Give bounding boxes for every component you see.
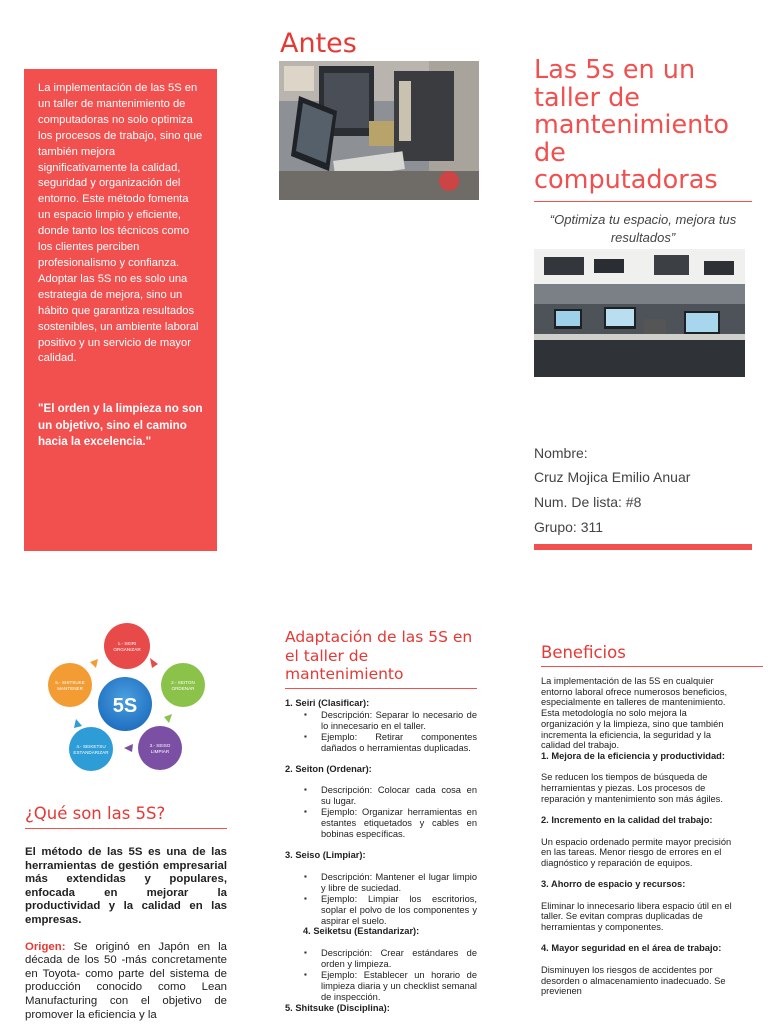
node-label-seiri-1: 1.- SEIRI [117,641,137,646]
node-label-seiton-1: 2.- SEITON [171,680,195,685]
arrow-icon [74,719,82,728]
node-label-seiketsu-1: 4.- SEIKETSU [76,744,106,749]
origen-label: Origen: [25,940,66,953]
antes-photo [279,61,479,200]
beneficio-3-text: Eliminar lo innecesario libera espacio útil en el taller. Se evitan compras duplicadas de herramientas y componentes. [541,900,732,933]
seiso-ejemplo: ▪ Ejemplo: Limpiar los escritorios, soplar el polvo de los componentes y aspirar el suelo. [285,894,477,927]
nombre-value: Cruz Mojica Emilio Anuar [534,469,691,485]
arrow-icon [150,658,158,668]
seiso-descripcion: ▪ Descripción: Mantener el lugar limpio y libre de suciedad. [285,872,477,894]
node-label-shitsuke-1: 5.- SHITSUKE [55,680,85,685]
origen-paragraph [25,941,227,1023]
node-label-seiri-2: ORGANIZAR [113,647,141,652]
seiton-descripcion: ▪ Descripción: Colocar cada cosa en su lugar. [285,785,477,807]
seiso-heading: 3. Seiso (Limpiar): [285,849,366,860]
seiketsu-descripcion: ▪ Descripción: Crear estándares de orden y limpieza. [285,948,477,970]
seiri-heading: 1. Seiri (Clasificar): [285,698,370,708]
beneficio-4-heading: 4. Mayor seguridad en el área de trabajo: [541,943,722,954]
node-label-shitsuke-2: MANTENER [57,686,83,691]
beneficios-title: Beneficios [541,643,626,662]
numero-lista: Num. De lista: #8 [534,494,642,510]
node-circle-seiri [104,623,150,669]
seiton-ejemplo: ▪ Ejemplo: Organizar herramientas en estantes etiquetados y cables en bobinas específicas. [285,807,477,840]
seiri-descripcion: ▪ Descripción: Separar lo necesario de lo innecesario en el taller. [285,710,477,732]
node-circle-seiketsu [69,727,113,771]
seiton-heading: 2. Seiton (Ordenar): [285,763,372,774]
cover-title-divider [534,201,752,202]
nombre-label: Nombre: [534,445,588,461]
origen-text: Se originó en Japón en la década de los 50 -más concretamente en Toyota- como parte del sistema de producción conocido como Lean Manufacturing con el objetivo de promover la eficiencia y la [25,940,227,1021]
que-son-title: ¿Qué son las 5S? [25,804,166,823]
beneficio-2-text: Un espacio ordenado permite mayor precisión en las tareas. Menor riesgo de errores en el diagnóstico y reparación de equipos. [541,836,732,868]
que-son-divider [25,828,227,829]
intro-text: La implementación de las 5S en un taller de mantenimiento de computadoras no solo optimiza los procesos de trabajo, sino que también mejora significativamente la calidad, seguridad y organización del entorno. Este método fomenta un espacio limpio y eficiente, donde tanto los técnicos como los clientes perciben profesionalismo y confianza. Adoptar las 5S no es solo una estrategia de mejora, sino un hábito que garantiza resultados sostenibles, un ambiente laboral positivo y un servicio de mayor calidad. [38,82,203,365]
seiketsu-heading: 4. Seiketsu (Estandarizar): [303,926,420,937]
beneficio-1-heading: 1. Mejora de la eficiencia y productividad: [541,750,725,761]
adaptacion-title: Adaptación de las 5S en el taller de mantenimiento [285,628,473,683]
node-label-seiketsu-2: ESTANDARIZAR [73,750,109,755]
seiketsu-ejemplo: ▪ Ejemplo: Establecer un horario de limpieza diaria y un checklist semanal de inspección. [285,970,477,1003]
diagram-center-label: 5S [112,695,138,717]
arrow-icon [90,659,98,668]
beneficios-body [541,676,741,997]
grupo: Grupo: 311 [534,519,604,535]
seiri-ejemplo: ▪ Ejemplo: Retirar componentes dañados o herramientas duplicadas. [285,732,477,754]
shitsuke-heading: 5. Shitsuke (Disciplina): [285,1002,390,1013]
beneficios-intro: La implementación de las 5S en cualquier entorno laboral ofrece numerosos beneficios, especialmente en talleres de mantenimiento. Esta metodología no solo mejora la organización y la limpieza, sino que también incrementa la eficiencia, la seguridad y la calidad del trabajo. [541,676,728,751]
antes-title: Antes [280,28,357,59]
node-label-seiso-1: 3.- SEISO [149,743,171,748]
node-label-seiton-2: ORDENAR [171,686,195,691]
cover-title: Las 5s en un taller de mantenimiento de computadoras [534,55,729,195]
arrow-icon [164,714,172,723]
cover-bottom-bar [534,544,752,550]
taller-photo [534,249,745,377]
que-son-para1: El método de las 5S es una de las herramientas de gestión empresarial más extendidas y populares, enfocada en mejorar la productividad y la calidad en las empresas. [25,846,227,926]
intro-panel [24,69,217,551]
node-circle-seiton [161,663,205,707]
node-circle-shitsuke [48,663,92,707]
beneficio-1-text: Se reducen los tiempos de búsqueda de herramientas y piezas. Los procesos de reparación y mantenimiento son más ágiles. [541,772,723,804]
beneficio-4-text: Disminuyen los riesgos de accidentes por desorden o almacenamiento inadecuado. Se previenen [541,964,726,997]
que-son-body [25,846,227,1022]
adaptacion-body [285,698,477,1014]
cover-slogan: “Optimiza tu espacio, mejora tus resultados” [549,212,737,245]
beneficio-3-heading: 3. Ahorro de espacio y recursos: [541,879,686,890]
beneficio-2-heading: 2. Incremento en la calidad del trabajo: [541,815,713,826]
arrow-icon [124,744,133,752]
beneficios-divider [541,666,763,667]
node-label-seiso-2: LIMPIAR [150,749,170,754]
intro-quote: "El orden y la limpieza no son un objetivo, sino el camino hacia la excelencia." [38,402,203,448]
five-s-diagram [24,622,227,772]
node-circle-seiso [138,726,182,770]
adaptacion-divider [285,688,477,689]
